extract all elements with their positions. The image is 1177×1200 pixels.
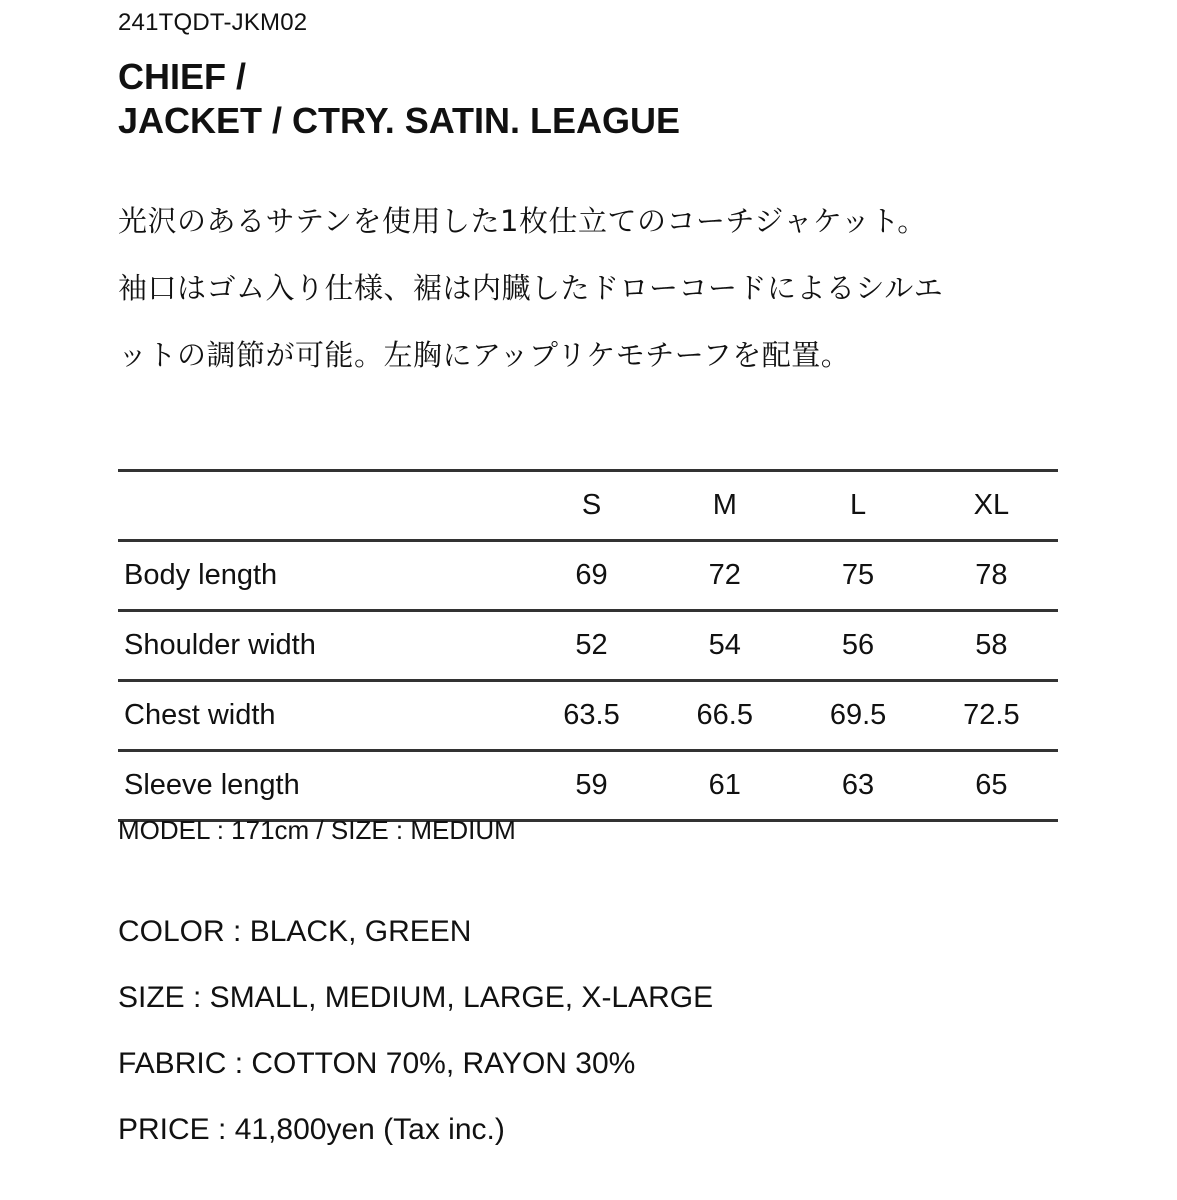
size-header-m: M — [658, 471, 791, 541]
cell-chest-width-s: 63.5 — [525, 681, 658, 751]
cell-sleeve-length-s: 59 — [525, 751, 658, 821]
size-header-l: L — [791, 471, 924, 541]
table-row-chest-width — [118, 681, 1058, 751]
size-header-xl: XL — [925, 471, 1058, 541]
cell-shoulder-width-xl: 58 — [925, 611, 1058, 681]
cell-body-length-s: 69 — [525, 541, 658, 611]
cell-chest-width-m: 66.5 — [658, 681, 791, 751]
cell-body-length-l: 75 — [791, 541, 924, 611]
size-header-empty — [118, 471, 525, 541]
cell-body-length-xl: 78 — [925, 541, 1058, 611]
model-size-note: MODEL : 171cm / SIZE : MEDIUM — [118, 815, 516, 845]
size-header-s: S — [525, 471, 658, 541]
cell-sleeve-length-m: 61 — [658, 751, 791, 821]
cell-sleeve-length-l: 63 — [791, 751, 924, 821]
spec-price: PRICE : 41,800yen (Tax inc.) — [118, 1113, 505, 1146]
product-title-line-1: CHIEF / — [118, 56, 247, 97]
table-row-sleeve-length — [118, 751, 1058, 821]
row-label-body-length: Body length — [118, 541, 525, 611]
table-row-shoulder-width — [118, 611, 1058, 681]
cell-shoulder-width-m: 54 — [658, 611, 791, 681]
row-label-shoulder-width: Shoulder width — [118, 611, 525, 681]
row-label-sleeve-length: Sleeve length — [118, 751, 525, 821]
row-label-chest-width: Chest width — [118, 681, 525, 751]
product-description — [118, 188, 1128, 389]
cell-shoulder-width-s: 52 — [525, 611, 658, 681]
cell-chest-width-xl: 72.5 — [925, 681, 1058, 751]
cell-chest-width-l: 69.5 — [791, 681, 924, 751]
description-line-1: 光沢のあるサテンを使用した1枚仕立てのコーチジャケット。 — [118, 204, 927, 238]
description-line-2: 袖口はゴム入り仕様、裾は内臓したドローコードによるシルエ — [118, 271, 944, 305]
product-code: 241TQDT-JKM02 — [118, 9, 308, 36]
description-line-3: ットの調節が可能。左胸にアップリケモチーフを配置。 — [118, 338, 851, 372]
cell-sleeve-length-xl: 65 — [925, 751, 1058, 821]
cell-body-length-m: 72 — [658, 541, 791, 611]
size-header-row — [118, 471, 1058, 541]
spec-color: COLOR : BLACK, GREEN — [118, 915, 472, 948]
spec-size: SIZE : SMALL, MEDIUM, LARGE, X-LARGE — [118, 981, 714, 1014]
product-title — [118, 55, 680, 143]
table-row-body-length — [118, 541, 1058, 611]
size-chart-table — [118, 469, 1058, 822]
spec-fabric: FABRIC : COTTON 70%, RAYON 30% — [118, 1047, 636, 1080]
product-title-line-2: JACKET / CTRY. SATIN. LEAGUE — [118, 100, 681, 141]
cell-shoulder-width-l: 56 — [791, 611, 924, 681]
